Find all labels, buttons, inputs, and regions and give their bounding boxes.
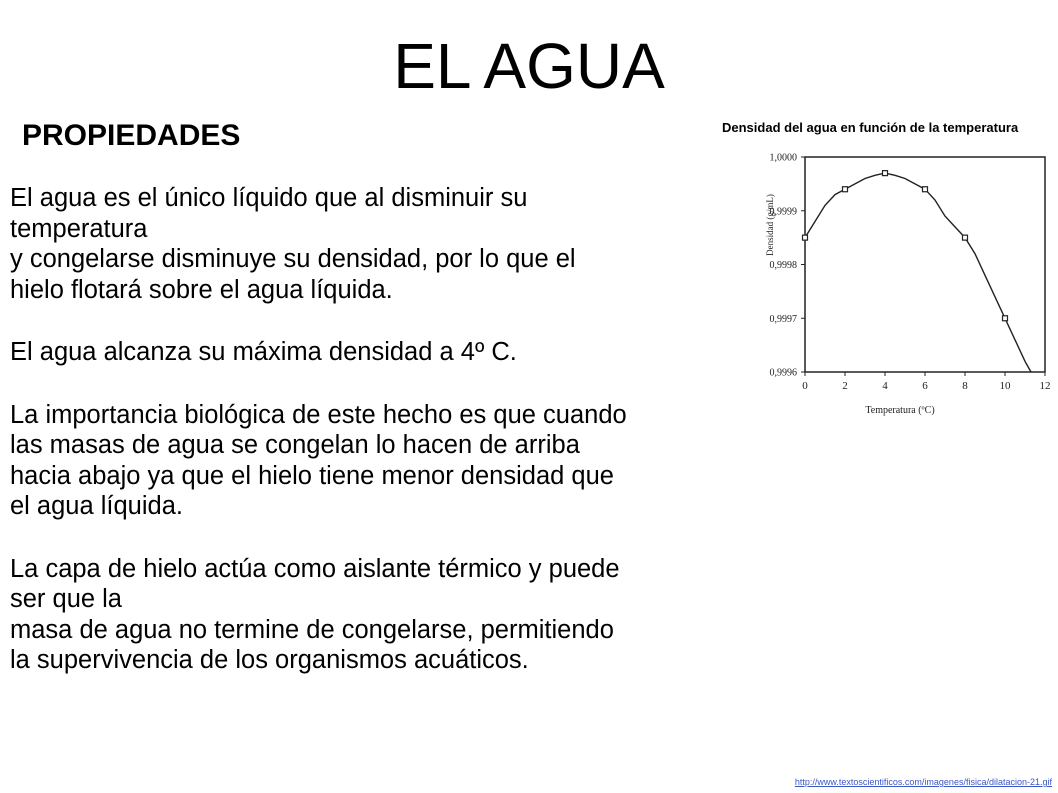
- y-tick-label: 0,9996: [769, 367, 797, 379]
- text-line: La importancia biológica de este hecho es que cuando: [10, 400, 627, 429]
- text-line: temperatura: [10, 214, 148, 243]
- paragraph-2: [10, 337, 800, 368]
- x-tick-label: 12: [1039, 380, 1051, 392]
- text-line: las masas de agua se congelan lo hacen de arriba: [10, 431, 580, 459]
- paragraph-1: [10, 183, 800, 305]
- data-point-marker: [843, 187, 848, 192]
- text-line: hacia abajo ya que el hielo tiene menor densidad que: [10, 461, 614, 490]
- data-point-marker: [883, 171, 888, 176]
- text-line: hielo flotará sobre el agua líquida.: [10, 275, 393, 304]
- y-tick-label: 0,9998: [769, 260, 797, 271]
- x-axis-ticks: [802, 372, 1050, 392]
- data-point-marker: [1003, 316, 1008, 321]
- data-point-marker: [803, 235, 808, 240]
- data-point-marker: [963, 235, 968, 240]
- paragraph-3: [10, 400, 800, 522]
- text-line: ser que la: [10, 585, 122, 613]
- source-link[interactable]: http://www.textoscientificos.com/imagenes/fisica/dilatacion-21.gif: [794, 777, 1052, 787]
- x-tick-label: 10: [999, 380, 1011, 392]
- y-tick-label: 1,0000: [769, 152, 797, 164]
- text-line: masa de agua no termine de congelarse, permitiendo: [10, 615, 614, 644]
- chart-title: Densidad del agua en función de la temperatura: [722, 120, 1019, 135]
- x-axis-label: Temperatura (ºC): [865, 405, 935, 416]
- density-chart: [745, 145, 1055, 420]
- x-tick-label: 4: [882, 380, 888, 392]
- paragraph-4: [10, 554, 800, 676]
- x-tick-label: 6: [922, 380, 928, 392]
- slide-title: EL AGUA: [393, 30, 665, 102]
- section-heading: PROPIEDADES: [22, 119, 241, 152]
- text-line: la supervivencia de los organismos acuáticos.: [10, 646, 529, 674]
- text-line: y congelarse disminuye su densidad, por lo que el: [10, 245, 576, 273]
- y-axis-ticks: [770, 153, 806, 379]
- y-tick-label: 0,9997: [769, 313, 797, 325]
- text-line: El agua es el único líquido que al disminuir su: [10, 184, 528, 212]
- density-curve: [805, 173, 1031, 372]
- body-text: [10, 183, 800, 676]
- x-tick-label: 8: [962, 380, 968, 392]
- x-tick-label: 2: [842, 380, 848, 392]
- text-line: el agua líquida.: [10, 492, 183, 520]
- data-point-marker: [923, 187, 928, 192]
- x-tick-label: 0: [802, 380, 808, 392]
- y-axis-label: Densidad (g/mL): [765, 194, 775, 256]
- y-tick-label: 0,9999: [769, 206, 797, 218]
- text-line: El agua alcanza su máxima densidad a 4º C.: [10, 338, 517, 366]
- text-line: La capa de hielo actúa como aislante térmico y puede: [10, 554, 620, 583]
- data-markers: [803, 171, 1008, 321]
